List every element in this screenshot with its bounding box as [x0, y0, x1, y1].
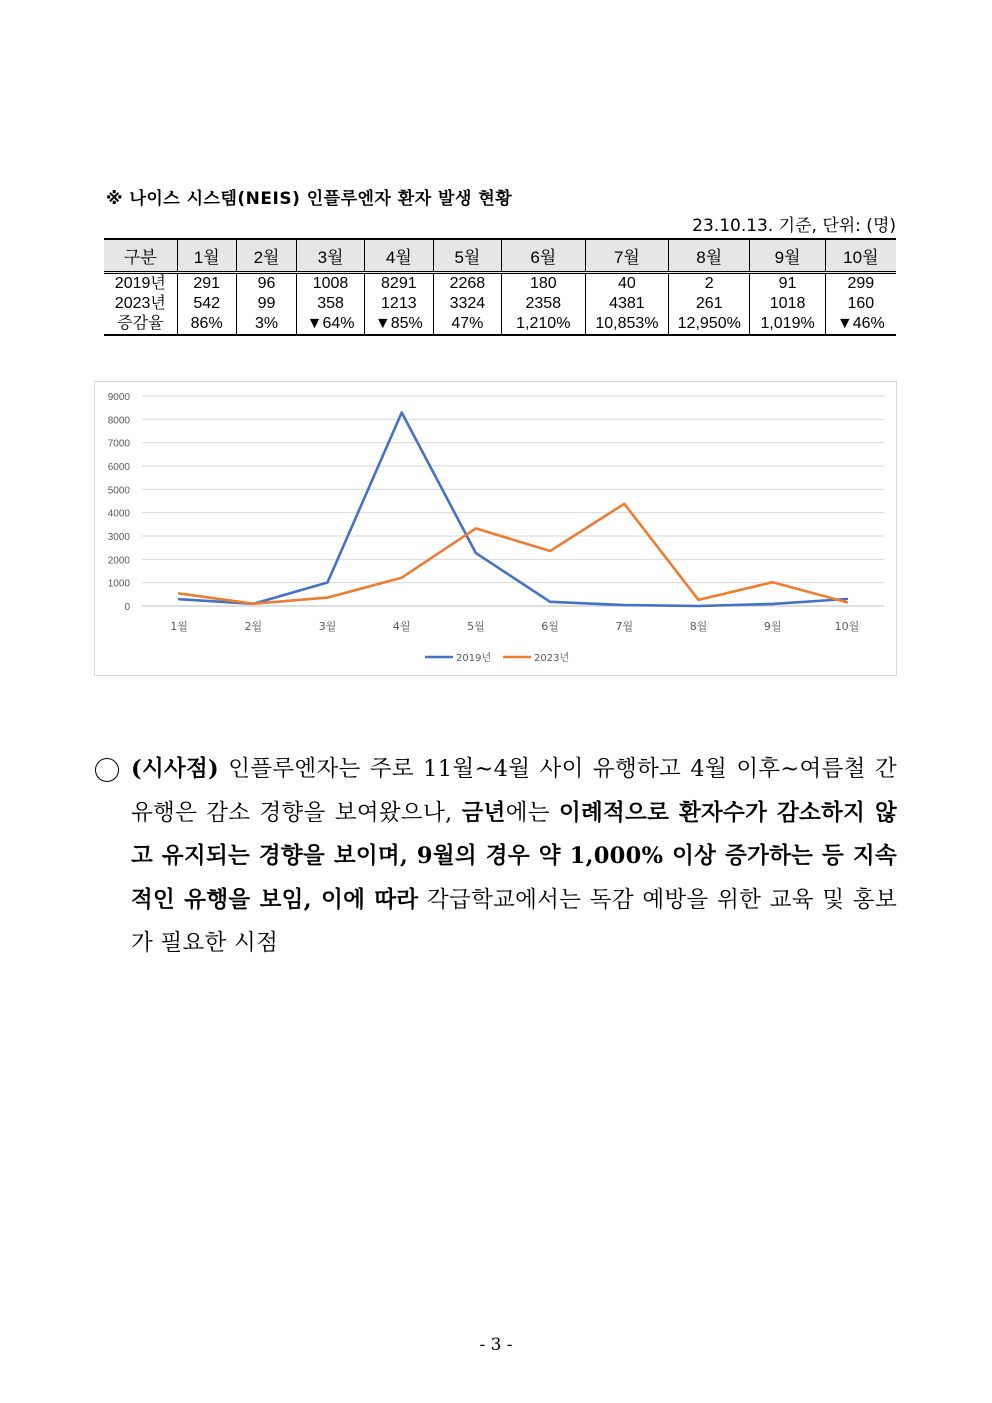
table-header-cell: 10월 [825, 239, 896, 273]
table-cell: 180 [501, 273, 585, 295]
table-header-cell: 5월 [433, 239, 501, 273]
influenza-table [104, 238, 896, 336]
x-tick-label: 8월 [689, 620, 708, 633]
line-chart [94, 381, 897, 676]
bullet-circle-icon [95, 758, 119, 782]
emphasis-text: (시사점) [131, 756, 219, 782]
section-heading: ※ 나이스 시스템(NEIS) 인플루엔자 환자 발생 현황 [106, 189, 513, 209]
table-row [104, 294, 896, 314]
y-tick-label: 1000 [107, 578, 130, 590]
x-tick-label: 10월 [834, 620, 860, 633]
table-cell: 86% [177, 314, 236, 335]
table-cell: 1018 [750, 294, 825, 314]
table-cell: 1,019% [750, 314, 825, 335]
row-label: 증감율 [104, 314, 177, 335]
table-cell: 2268 [433, 273, 501, 295]
table-header-row [104, 239, 896, 273]
table-header-cell: 9월 [750, 239, 825, 273]
table-cell: 96 [236, 273, 297, 295]
x-tick-label: 3월 [318, 620, 337, 633]
table-header-cell: 7월 [585, 239, 668, 273]
series-line-2023년 [179, 504, 847, 604]
table-cell: 99 [236, 294, 297, 314]
page-number: - 3 - [479, 1335, 513, 1355]
table-header-cell: 3월 [297, 239, 364, 273]
y-tick-label: 5000 [107, 485, 130, 497]
y-tick-label: 8000 [107, 415, 130, 427]
y-tick-label: 7000 [107, 438, 130, 450]
row-label: 2019년 [104, 273, 177, 295]
y-tick-label: 2000 [107, 555, 130, 567]
table-cell: 4381 [585, 294, 668, 314]
table-header-cell: 4월 [364, 239, 433, 273]
body-text: 에는 [505, 799, 559, 826]
table-cell: 3324 [433, 294, 501, 314]
table-header-cell: 6월 [501, 239, 585, 273]
body-text: 인플루엔자는 주로 11월~4월 사이 유행하고 4월 이후~여름철 간 유행은 감소 경향을 보여왔으나, [131, 756, 897, 826]
x-tick-label: 7월 [615, 620, 634, 633]
y-tick-label: 9000 [107, 392, 130, 403]
x-tick-label: 2월 [244, 620, 263, 633]
x-tick-label: 1월 [170, 620, 188, 633]
series-line-2019년 [179, 413, 847, 607]
table-cell: 291 [177, 273, 236, 295]
implication-paragraph [131, 748, 897, 966]
table-row [104, 273, 896, 295]
table-cell: 91 [750, 273, 825, 295]
table-cell: 40 [585, 273, 668, 295]
table-header-cell: 1월 [177, 239, 236, 273]
table-cell: 1,210% [501, 314, 585, 335]
row-label: 2023년 [104, 294, 177, 314]
legend-label: 2019년 [456, 653, 492, 664]
chart-svg [95, 382, 896, 675]
table-cell: 2358 [501, 294, 585, 314]
x-tick-label: 6월 [541, 620, 559, 633]
y-tick-label: 4000 [107, 508, 130, 520]
table-cell: ▼46% [825, 314, 896, 335]
table-header-cell: 8월 [669, 239, 750, 273]
y-tick-label: 0 [124, 602, 130, 613]
table-cell: 1008 [297, 273, 364, 295]
table-cell: 358 [297, 294, 364, 314]
table-cell: 261 [669, 294, 750, 314]
y-tick-label: 6000 [107, 462, 130, 473]
table-cell: ▼64% [297, 314, 364, 335]
legend-label: 2023년 [534, 653, 570, 664]
x-tick-label: 5월 [467, 620, 485, 633]
body-text: 각급학교에서는 독감 예방을 위한 교육 및 홍보가 필요한 시점 [131, 886, 897, 956]
x-tick-label: 9월 [763, 620, 782, 633]
table-cell: 160 [825, 294, 896, 314]
table-cell: 47% [433, 314, 501, 335]
table-cell: 1213 [364, 294, 433, 314]
table-cell: 2 [669, 273, 750, 295]
table-cell: 8291 [364, 273, 433, 295]
unit-note: 23.10.13. 기준, 단위: (명) [692, 216, 896, 236]
table-cell: 10,853% [585, 314, 668, 335]
table-header-cell: 구분 [104, 239, 177, 273]
table-cell: 3% [236, 314, 297, 335]
x-tick-label: 4월 [392, 620, 411, 633]
table-cell: 12,950% [669, 314, 750, 335]
emphasis-text: 금년 [461, 799, 506, 826]
table-cell: 542 [177, 294, 236, 314]
table-row [104, 314, 896, 335]
emphasis-text: 이례적으로 환자수가 감소하지 않고 유지되는 경향을 보이며, 9월의 경우 약 1,000% 이상 증가하는 등 지속적인 유행을 보임, 이에 따라 [131, 799, 897, 913]
table-header-cell: 2월 [236, 239, 297, 273]
table-cell: ▼85% [364, 314, 433, 335]
table-cell: 299 [825, 273, 896, 295]
y-tick-label: 3000 [107, 532, 130, 543]
